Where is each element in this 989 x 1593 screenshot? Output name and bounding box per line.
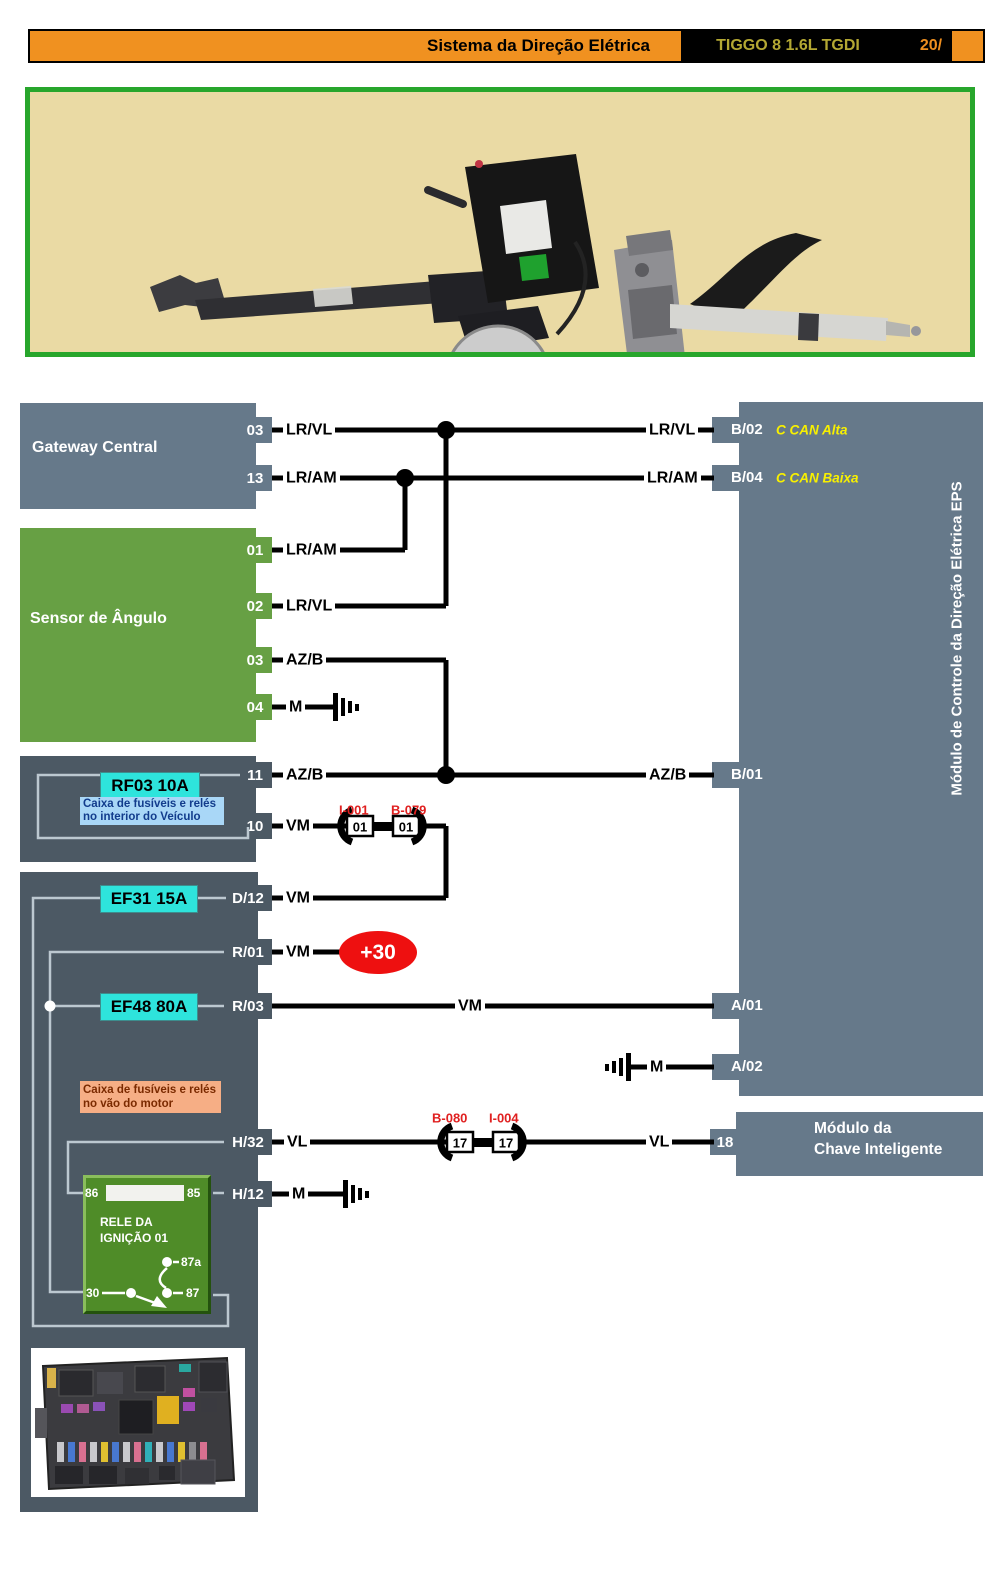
relay-title-line2: IGNIÇÃO 01 <box>100 1231 169 1245</box>
pin-engine-R03: R/03 <box>224 993 272 1019</box>
caption-line1: Caixa de fusíveis e relés <box>83 1084 216 1096</box>
connector-pin: 01 <box>398 819 414 835</box>
relay-pin-85: 85 <box>187 1186 201 1200</box>
engine-fusebox-caption <box>80 1081 221 1113</box>
wire-label: LR/AM <box>283 469 340 488</box>
wire-label: LR/VL <box>646 421 698 440</box>
wire-label: AZ/B <box>283 766 326 785</box>
fuse-EF31: EF31 15A <box>100 885 198 913</box>
battery-plus30-tag: +30 <box>339 931 417 974</box>
pin-eps-B01: B/01 <box>731 766 763 783</box>
wire-label: AZ/B <box>283 651 326 670</box>
relay-pin-30: 30 <box>86 1286 100 1300</box>
wire-label: AZ/B <box>646 766 689 785</box>
wire-label: M <box>289 1185 308 1204</box>
relay-pin-86: 86 <box>85 1186 99 1200</box>
fuse-EF48: EF48 80A <box>100 993 198 1021</box>
pin-engine-H32: H/32 <box>224 1129 272 1155</box>
connector-pin: 17 <box>452 1135 468 1151</box>
pin-eps-A02: A/02 <box>731 1058 763 1075</box>
interior-fusebox-caption <box>80 797 224 825</box>
module-title: Sensor de Ângulo <box>30 610 167 627</box>
caption-line2: no interior do Veículo <box>83 811 201 823</box>
pin-eps-B04: B/04 <box>731 469 763 486</box>
wire-label: VL <box>646 1133 672 1152</box>
caption-line1: Caixa de fusíveis e relés <box>83 798 216 810</box>
pin-interior-10: 10 <box>238 813 272 839</box>
wire-label: VM <box>283 817 313 836</box>
wire-label: M <box>647 1058 666 1077</box>
wire-label: LR/VL <box>283 597 335 616</box>
pin-sensor-04: 04 <box>238 694 272 720</box>
pin-engine-H12: H/12 <box>224 1181 272 1207</box>
relay-title-line1: RELE DA <box>100 1215 153 1229</box>
pin-eps-A01: A/01 <box>731 997 763 1014</box>
pin-gateway-03: 03 <box>238 417 272 443</box>
smart-key-title-line2: Chave Inteligente <box>814 1141 943 1158</box>
bus-junction-dot <box>45 1001 56 1012</box>
page-title: Sistema da Direção Elétrica <box>426 36 650 55</box>
pin-sensor-02: 02 <box>238 593 272 619</box>
pin-gateway-13: 13 <box>238 465 272 491</box>
connector-id: I-004 <box>489 1110 519 1126</box>
fuse-RF03: RF03 10A <box>100 772 200 799</box>
pin-interior-11: 11 <box>238 762 272 788</box>
pin-smartkey-18: 18 <box>710 1129 740 1155</box>
wire-label: LR/AM <box>644 469 701 488</box>
page-number: 20/ <box>919 37 943 54</box>
connector-pin: 01 <box>352 819 368 835</box>
can-high-note: C CAN Alta <box>776 422 848 438</box>
connector-id: B-079 <box>391 802 427 818</box>
module-title: Gateway Central <box>32 439 158 456</box>
pin-sensor-01: 01 <box>238 537 272 563</box>
connector-pin: 17 <box>498 1135 514 1151</box>
wire-label: VM <box>283 889 313 908</box>
smart-key-title-line1: Módulo da <box>814 1120 892 1137</box>
can-low-note: C CAN Baixa <box>776 470 859 486</box>
vehicle-label: TIGGO 8 1.6L TGDI <box>716 37 860 54</box>
caption-line2: no vão do motor <box>83 1098 174 1110</box>
relay-pin-87: 87 <box>186 1286 200 1300</box>
pin-eps-B02: B/02 <box>731 421 763 438</box>
wire-label: M <box>286 698 305 717</box>
connector-id: B-080 <box>432 1110 468 1126</box>
wire-label: VM <box>455 997 485 1016</box>
wire-label: LR/AM <box>283 541 340 560</box>
smart-key-title <box>814 1118 942 1160</box>
pin-engine-D12: D/12 <box>224 885 272 911</box>
connector-id: I-001 <box>339 802 369 818</box>
wire-label: VL <box>284 1133 310 1152</box>
wire-label: VM <box>283 943 313 962</box>
wire-label: LR/VL <box>283 421 335 440</box>
relay-pin-87a: 87a <box>181 1255 202 1269</box>
eps-module-title: Módulo de Controle da Direção Elétrica EPS <box>948 481 966 796</box>
pin-engine-R01: R/01 <box>224 939 272 965</box>
relay-internals <box>102 1185 184 1308</box>
pin-sensor-03: 03 <box>238 647 272 673</box>
